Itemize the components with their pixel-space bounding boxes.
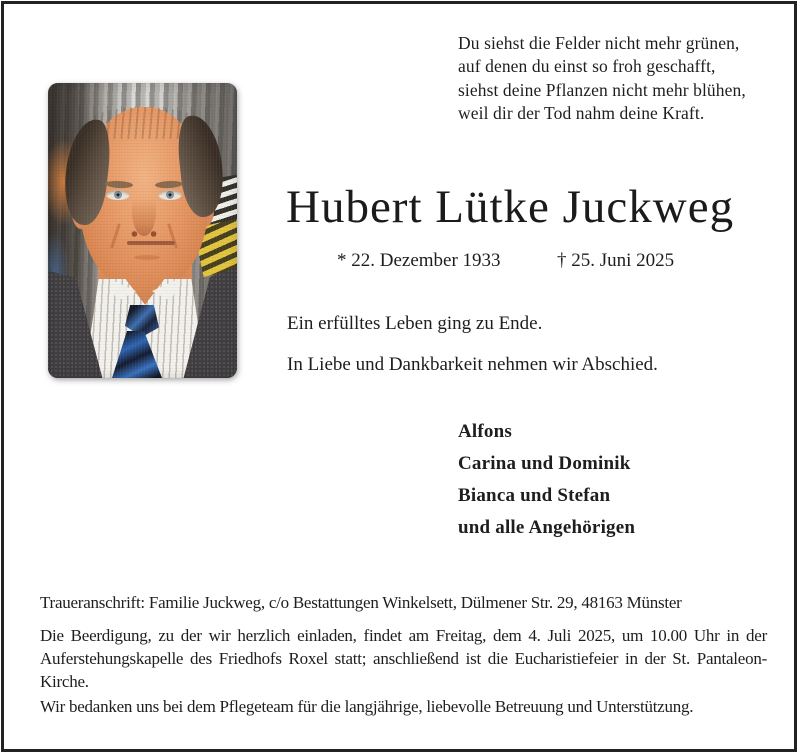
poem-line: auf denen du einst so froh geschafft, [458, 56, 716, 77]
poem-line: siehst deine Pflanzen nicht mehr blühen, [458, 79, 746, 100]
poem-line: Du siehst die Felder nicht mehr grünen, [458, 33, 740, 53]
memorial-poem [458, 32, 746, 126]
death-date: † 25. Juni 2025 [557, 250, 675, 271]
photo-grain-overlay [48, 83, 237, 378]
epitaph-line: Ein erfülltes Leben ging zu Ende. [287, 313, 543, 334]
thanks-line: Wir bedanken uns bei dem Pflegeteam für die langjährige, liebevolle Betreuung und Unterstützung. [40, 697, 694, 716]
mourner-name: Alfons [458, 421, 512, 442]
mourner-name: Carina und Dominik [458, 453, 631, 474]
deceased-name: Hubert Lütke Juckweg [286, 181, 735, 233]
mourners-list [458, 416, 635, 544]
postal-address-line: Traueranschrift: Familie Juckweg, c/o Bestattungen Winkelsett, Dülmener Str. 29, 48163 Münster [40, 593, 682, 612]
mourner-name: Bianca und Stefan [458, 485, 611, 506]
mourner-name: und alle Angehörigen [458, 517, 636, 538]
farewell-line: In Liebe und Dankbarkeit nehmen wir Abschied. [287, 354, 658, 375]
funeral-details: Die Beerdigung, zu der wir herzlich einladen, findet am Freitag, dem 4. Juli 2025, um 10.00 Uhr in der Auferstehungskapelle des Friedhofs Roxel statt; anschließend ist die Eucharistiefeier in der St. Pantaleon-Kirche. [40, 626, 767, 691]
life-dates [0, 250, 800, 276]
portrait-photo [48, 83, 237, 378]
poem-line: weil dir der Tod nahm deine Kraft. [458, 103, 705, 124]
birth-date: * 22. Dezember 1933 [337, 250, 501, 271]
